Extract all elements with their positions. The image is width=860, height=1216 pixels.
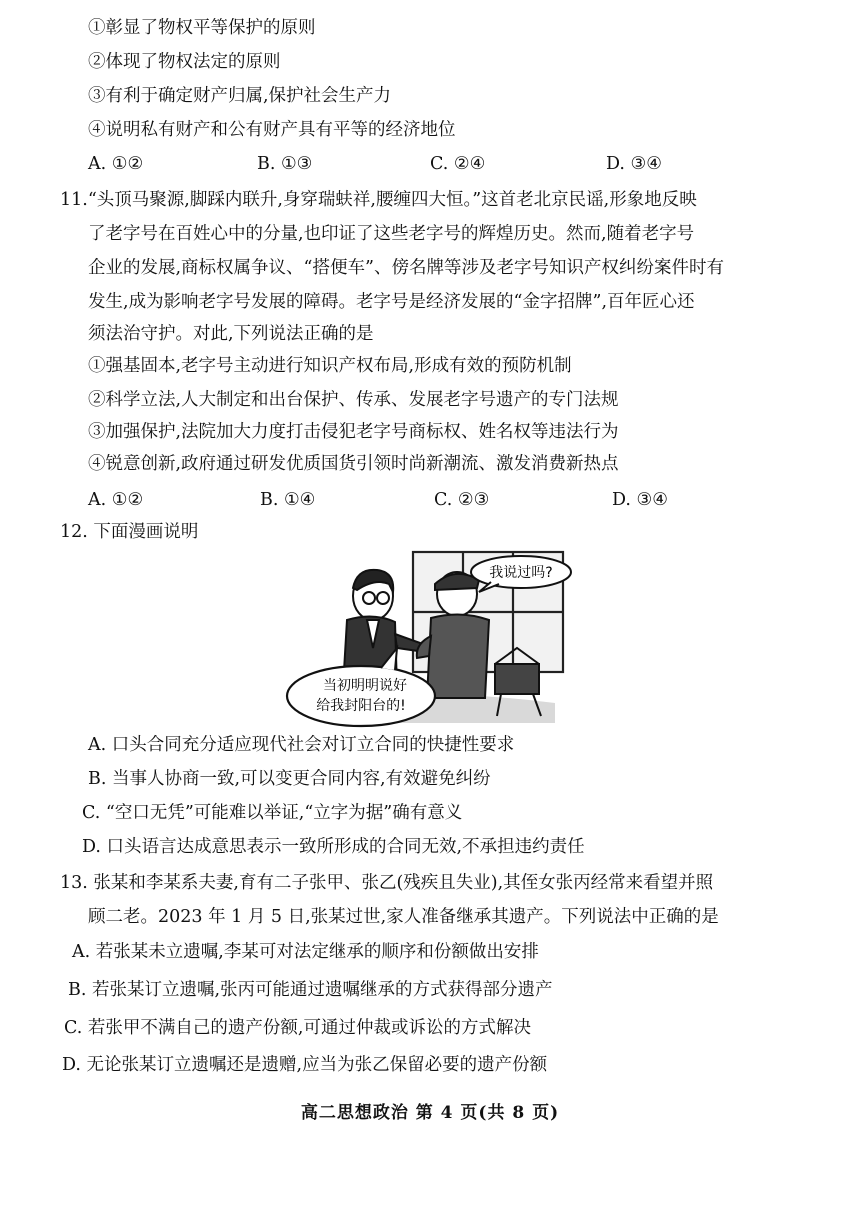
q10-option-b: B. ①③ [257,154,313,174]
q11-item-1: ①强基固本,老字号主动进行知识产权布局,形成有效的预防机制 [88,356,572,376]
q13-option-b: B. 若张某订立遗嘱,张丙可能通过遗嘱继承的方式获得部分遗产 [68,980,553,1000]
q11-item-3: ③加强保护,法院加大力度打击侵犯老字号商标权、姓名权等违法行为 [88,422,619,442]
bubble-left-line-1: 当初明明说好 [323,678,407,694]
q11-stem-line-5: 须法治守护。对此,下列说法正确的是 [88,324,374,344]
q12-option-c: C. “空口无凭”可能难以举证,“立字为据”确有意义 [82,803,463,823]
bubble-left-line-2: 给我封阳台的! [316,698,406,714]
q13-option-d: D. 无论张某订立遗嘱还是遗赠,应当为张乙保留必要的遗产份额 [62,1055,548,1075]
q10-option-c: C. ②④ [430,154,486,174]
q12-option-a: A. 口头合同充分适应现代社会对订立合同的快捷性要求 [88,735,515,755]
cartoon-image [285,548,585,728]
q10-option-a: A. ①② [88,154,144,174]
q13-stem-line-2: 顾二老。2023 年 1 月 5 日,张某过世,家人准备继承其遗产。下列说法中正确的是 [88,907,719,927]
bubble-right-text: 我说过吗? [489,565,553,581]
q10-item-3: ③有利于确定财产归属,保护社会生产力 [88,86,392,106]
q13-option-a: A. 若张某未立遗嘱,李某可对法定继承的顺序和份额做出安排 [72,942,539,962]
page-footer: 高二思想政治 第 4 页(共 8 页) [300,1103,560,1123]
q11-stem-line-2: 了老字号在百姓心中的分量,也印证了这些老字号的辉煌历史。然而,随着老字号 [88,224,695,244]
q12-stem: 12. 下面漫画说明 [60,522,199,542]
q11-stem-line-4: 发生,成为影响老字号发展的障碍。老字号是经济发展的“金字招牌”,百年匠心还 [88,292,695,312]
q12-option-d: D. 口头语言达成意思表示一致所形成的合同无效,不承担违约责任 [82,837,585,857]
q10-item-1: ①彰显了物权平等保护的原则 [88,18,316,38]
q13-option-c: C. 若张甲不满自己的遗产份额,可通过仲裁或诉讼的方式解决 [64,1018,531,1038]
q13-stem-line-1: 13. 张某和李某系夫妻,育有二子张甲、张乙(残疾且失业),其侄女张丙经常来看望并照 [60,873,714,893]
q10-option-d: D. ③④ [606,154,662,174]
q10-item-2: ②体现了物权法定的原则 [88,52,281,72]
q11-item-4: ④锐意创新,政府通过研发优质国货引领时尚新潮流、激发消费新热点 [88,454,619,474]
q11-stem-line-3: 企业的发展,商标权属争议、“搭便车”、傍名牌等涉及老字号知识产权纠纷案件时有 [88,258,724,278]
q10-item-4: ④说明私有财产和公有财产具有平等的经济地位 [88,120,456,140]
q11-option-c: C. ②③ [434,490,490,510]
q11-item-2: ②科学立法,人大制定和出台保护、传承、发展老字号遗产的专门法规 [88,390,619,410]
q11-option-d: D. ③④ [612,490,668,510]
q11-stem-line-1: 11.“头顶马聚源,脚踩内联升,身穿瑞蚨祥,腰缠四大恒。”这首老北京民谣,形象地反映 [60,190,697,210]
q12-option-b: B. 当事人协商一致,可以变更合同内容,有效避免纠纷 [88,769,491,789]
q11-option-b: B. ①④ [260,490,316,510]
q11-option-a: A. ①② [88,490,144,510]
